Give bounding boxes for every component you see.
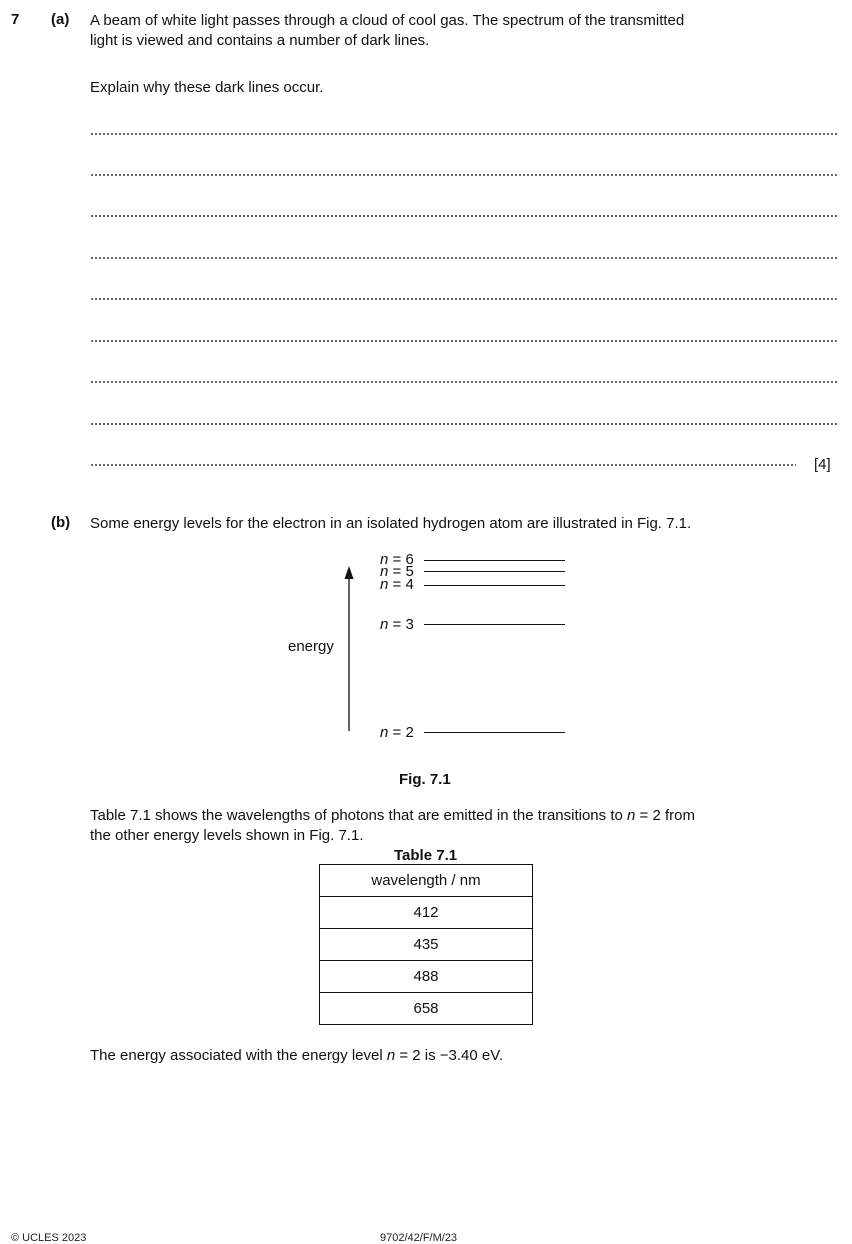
part-a-text-line2: light is viewed and contains a number of dark lines. bbox=[90, 32, 430, 49]
table-cell: 658 bbox=[320, 993, 533, 1025]
table-cell: 488 bbox=[320, 961, 533, 993]
footer-code: 9702/42/F/M/23 bbox=[380, 1232, 458, 1244]
energy-arrow bbox=[341, 566, 357, 732]
figure-caption: Fig. 7.1 bbox=[399, 771, 451, 788]
level-label-n4 bbox=[380, 578, 414, 591]
level-value: = 6 bbox=[388, 551, 414, 568]
energy-axis-label: energy bbox=[288, 638, 334, 655]
energy-level-n2 bbox=[424, 732, 565, 733]
table-intro-text: Table 7.1 shows the wavelengths of photons that are emitted in the transitions to bbox=[90, 807, 627, 824]
answer-line[interactable] bbox=[90, 257, 837, 259]
answer-line[interactable] bbox=[90, 340, 837, 342]
table-row bbox=[320, 993, 533, 1025]
level-label-n3 bbox=[380, 618, 414, 631]
level-value: = 4 bbox=[388, 576, 414, 593]
answer-line[interactable] bbox=[90, 298, 837, 300]
level-value: = 2 bbox=[388, 724, 414, 741]
level-value: = 5 bbox=[388, 563, 414, 580]
answer-line[interactable] bbox=[90, 174, 837, 176]
level-label-n2 bbox=[380, 726, 414, 739]
energy-level-n4 bbox=[424, 585, 565, 586]
table-row bbox=[320, 961, 533, 993]
n-symbol: n bbox=[380, 563, 389, 580]
energy-statement bbox=[90, 1046, 503, 1066]
n-symbol: n bbox=[380, 724, 389, 741]
level-value: = 3 bbox=[388, 616, 414, 633]
table-row bbox=[320, 929, 533, 961]
answer-line[interactable] bbox=[90, 381, 837, 383]
energy-statement-text: The energy associated with the energy level bbox=[90, 1047, 387, 1064]
table-header-row bbox=[320, 865, 533, 897]
part-b-text: Some energy levels for the electron in an isolated hydrogen atom are illustrated in Fig. 7.1. bbox=[90, 515, 692, 532]
table-cell: 412 bbox=[320, 897, 533, 929]
energy-level-n3 bbox=[424, 624, 565, 625]
part-a-label: (a) bbox=[51, 11, 70, 28]
footer-copyright: © UCLES 2023 bbox=[11, 1232, 87, 1244]
wavelength-table bbox=[319, 864, 533, 1025]
table-intro-line2: the other energy levels shown in Fig. 7.1. bbox=[90, 827, 364, 844]
answer-line[interactable] bbox=[90, 133, 837, 135]
n-symbol: n bbox=[380, 551, 389, 568]
part-a-instruction: Explain why these dark lines occur. bbox=[90, 79, 324, 96]
n-symbol: n bbox=[380, 576, 389, 593]
n-symbol: n bbox=[380, 616, 389, 633]
energy-level-n6 bbox=[424, 560, 565, 561]
n-symbol: n bbox=[627, 807, 636, 824]
part-b-label: (b) bbox=[51, 514, 71, 531]
question-number: 7 bbox=[11, 11, 20, 28]
table-caption: Table 7.1 bbox=[394, 847, 458, 864]
part-a-text-line1: A beam of white light passes through a cloud of cool gas. The spectrum of the transmitted bbox=[90, 12, 685, 29]
marks-allocation: [4] bbox=[814, 456, 831, 473]
energy-level-n5 bbox=[424, 571, 565, 572]
n-symbol: n bbox=[386, 1047, 396, 1064]
answer-line[interactable] bbox=[90, 464, 796, 466]
answer-line[interactable] bbox=[90, 423, 837, 425]
energy-statement-text: = 2 is −3.40 eV. bbox=[395, 1047, 504, 1064]
answer-line[interactable] bbox=[90, 215, 837, 217]
table-cell: 435 bbox=[320, 929, 533, 961]
table-header-cell: wavelength / nm bbox=[320, 865, 533, 897]
table-row bbox=[320, 897, 533, 929]
table-intro-line1 bbox=[90, 806, 695, 826]
table-intro-text: = 2 from bbox=[635, 807, 695, 824]
